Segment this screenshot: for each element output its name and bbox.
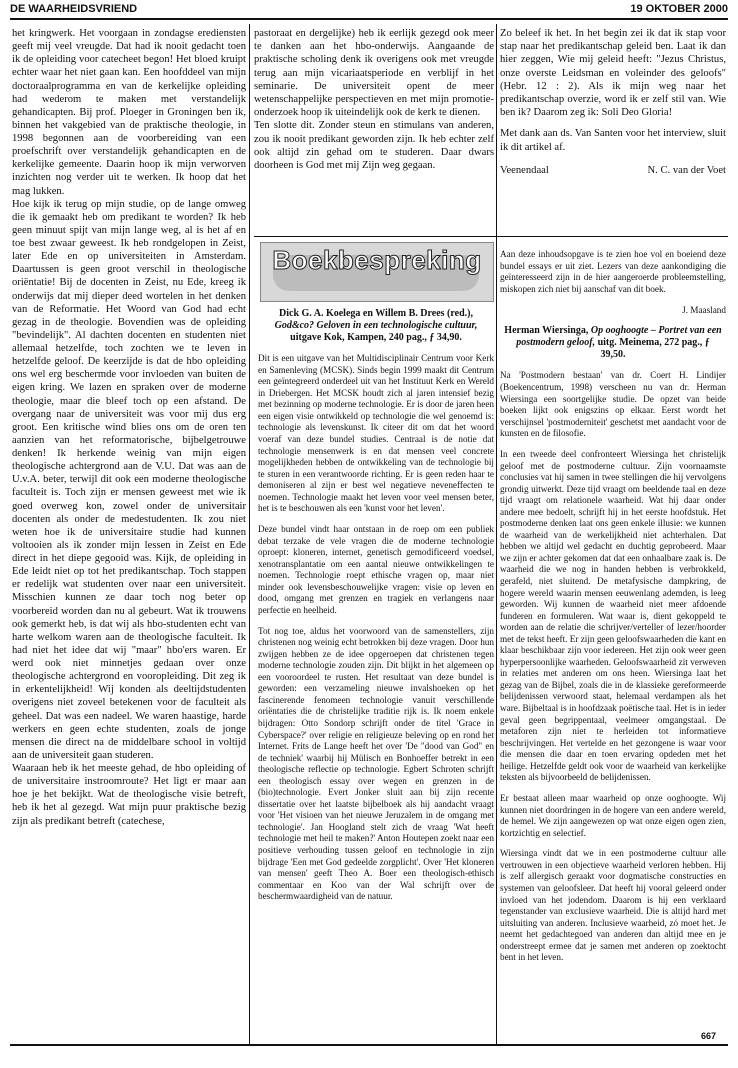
column-divider [496,24,497,1044]
article-signature [500,164,726,177]
review-book-title: Op ooghoogte – Portret van een postmodern geloof, [516,325,722,349]
review-publisher: uitg. Meinema, 272 pag., ƒ 39,50. [597,337,710,361]
review-publisher: uitgave Kok, Kampen, 240 pag., ƒ 34,90. [290,332,462,343]
review-column-2 [500,240,726,1034]
paragraph: Aan deze inhoudsopgave is te zien hoe vol en boeiend deze bundel essays er uit ziet. Lezers van deze aankondiging die geïnteresseerd zijn in de hier aangeroerde probleemstelling, miskopen zich niet bij aanschaf van dit boek. [500,249,726,294]
review-book-title: God&co? Geloven in een technologische cultuur, [274,320,478,331]
article-column-2 [254,27,494,235]
review-signature: J. Maasland [682,304,726,315]
article-column-1 [12,27,246,1040]
banner-title: Boekbespreking [272,245,482,275]
section-rule [254,236,728,237]
paragraph: pastoraat en dergelijke) heb ik eerlijk gezegd ook meer te danken aan het hbo-onderwijs. Aangaande de praktische scholing denk ik overigens ook met vreugde terug aan mijn vicariaatsperiode en verblijf in het seminarie. De universiteit opent de meer wetenschappelijke perspectieven en met mijn promotie-onderzoek hoop ik uiteindelijk ook de kerk te dienen. [254,28,494,119]
review-heading [504,325,722,361]
paragraph: Wiersinga vindt dat we in een postmoderne cultuur alle vertrouwen in een objectieve waarheid verloren hebben. Hij is zelf allergisch geraakt voor dogmatische constructies en systemen van geloofsleer. Dat heeft hij vooral geleerd onder invloed van het jodendom. Daarom is hij een verklaard tegenstander van exclusieve waarheid. Die is altijd hard met uitsluiting van anderen. Inclusieve waarheid, zó moet het. Je neemt het gedachtegoed van anderen dan altijd mee en je onderstreept ermee dat je samen met anderen op zoektocht bent in het leven. [500,848,726,963]
paragraph: Ten slotte dit. Zonder steun en stimulans van anderen, zou ik nooit predikant geworden zijn. Ik heb echter zelf ook altijd zin gehad om te studeren. Daar dwars doorheen is God met mij Zijn weg gegaan. [254,120,494,172]
review-authors: Dick G. A. Koelega en Willem B. Drees (red.), [279,308,473,319]
signature-place: Veenendaal [500,164,549,176]
footer-rule [10,1044,728,1046]
review-authors: Herman Wiersinga, [504,325,589,337]
review-column-1 [258,306,494,1034]
review-heading [262,308,490,344]
paragraph: Er bestaat alleen maar waarheid op onze ooghoogte. Wij kunnen niet doordringen in de hogere van een andere wereld, de hemel. We zijn aangewezen op wat onze eigen ogen zien, kortzichtig en selectief. [500,793,726,838]
column-divider [249,24,250,1044]
header-rule [10,18,728,20]
paragraph: Waaraan heb ik het meeste gehad, de hbo opleiding of de universitaire instroomroute? Het ligt er maar aan hoe je het bekijkt. Wat de theologische visie betreft, heb ik het al gezegd. Wat mijn puur praktische bezig zijn als predikant betreft (catechese, [12,763,246,827]
paragraph: In een tweede deel confronteert Wiersinga het christelijk geloof met de postmoderne cultuur. Zijn voornaamste conclusies vat hij samen in twee stellingen die hij vervolgens grondig uitwerkt. Deze tijd vraagt om beeldende taal en deze tijd vraagt om relationele waarheid. Wat hij daar onder andere mee bedoelt, schrijft hij in het eerste hoofdstuk. Het postmoderne denken laat ons geen enkele illusie: we kunnen de waarheid van de werkelijkheid niet achterhalen. Dat hebben we altijd wel gedacht en duchtig geprobeerd. Maar we zijn er achter gekomen dat dat een onhaalbare zaak is. De waarheid die we nog in handen hebben is verbrokkeld, gerafeld, niet sluitend. De metafysische dampkring, de hogere wereld waarin mensen eeuwenlang ademden, is leeg geworden. Wij kunnen de waarheid niet meer afdoende funderen en formuleren. Wat waar is, dient gekoppeld te worden aan de relatie die schrijver/verteller of lezer/hoorder met de tekst heeft. Er zijn geen geloofswaarheden die kant en klaar beschikbaar zijn voor iedereen. Het zijn ook weer geen hyperpersoonlijke waarheden. Geloofswaarheid zit verweven in relaties met anderen om ons heen. Wiersinga laat het gezag van de Bijbel, zoals die in de klassieke gereformeerde belijdenissen verwoord staat, helemaal verdampen als het ware. Bijbeltaal is in hoofdzaak poëtische taal. Het is in ieder geval geen begrippentaal, veelmeer omgangstaal. De metaforen zijn niet te herleiden tot informatieve beschrijvingen. Het vertelde en het gezongene is waar voor die mensen die daar en toen ervaring opdeden met het heilige. Hetzelfde geldt ook voor de waarheid van kerkelijke teksten als bijvoorbeeld de belijdenissen. [500,448,726,783]
paragraph: het kringwerk. Het voorgaan in zondagse erediensten geeft mij veel vreugde. Dat had ik nooit gedacht toen ik de opleiding voor catecheet begon! Het bloed kruipt echter waar het niet gaan kan. Een hoofddeel van mijn doctoraalprogramma en van de kerkelijke opleiding had wederom te maken met verstandelijk gehandicapten. Bij prof. Ploeger in Groningen ben ik, binnen het vakgebied van de praktische theologie, in 1998 begonnen aan de voorbereiding van een proefschrift over verstandelijk gehandicapten en de kerkelijke gemeente. Daarin hoop ik mijn verworven inzichten nog verder uit te werken. Ik hoop dat het mag lukken. [12,28,246,197]
paragraph: Hoe kijk ik terug op mijn studie, op de lange omweg die ik gemaakt heb om predikant te worden? Ik heb geen minuut spijt van mijn lange weg, al is het af en toe best zwaar geweest. Ik heb rondgelopen in Zeist, later Ede en op universiteiten in Amsterdam. Daartussen is geen groot verschil in theologische oriëntatie! Bij de docenten in Zeist, nu Ede, kreeg ik onderwijs dat mij dieper deed wortelen in het denken van de Reformatie. Het Woord van God had echt gezag in de theologie. Bovendien was de opleiding "bevindelijk". Al dachten docenten en studenten niet allemaal hetzelfde, toch zochten we te leven in hetzelfde geloof. De keerzijde is dat de hbo opleiding ons wel erg beschermde voor invloeden van buiten de eigen kring. We lazen en spraken over de moderne theologie, maar die bleef toch op een afstand. De overgang naar de universiteit was voor mij dus erg groot. Een kritische wind blies ons om de oren ten aanzien van het reformatorische, bijbelgetrouwe denken! Ik herkende weinig van mijn eigen theologische achtergrond aan de V.U. Dat was aan de U.v.A. beter, terwijl dit ook een moderne theologische faculteit is. Toch zijn er mensen geweest met wie ik goed overweg kon, zowel onder de universitair docenten als onder de medestudenten. Ik zou niet weten hoe ik de universitaire studie had kunnen voltooien als ik zonder mijn lessen in Zeist en Ede direct in het diepe gegooid was. Kijk, de opleiding in Ede leidt niet op tot het predikantschap. Toch stappen er redelijk wat studenten over naar een universiteit. Misschien kunnen ze daar toch nog beter op voorbereid worden dan nu al gebeurt. Wat ik trouwens ook gemerkt heb, is dat wij als hbo-studenten echt van harte welkom waren aan de theologische faculteit. Ik had niet het idee dat wij "maar" hbo'ers waren. Er werd ook niet minnetjes gedaan over onze theologische achtergrond en vooropleiding. Dit zeg ik in erkentelijkheid! Wij konden als deeltijdstudenten overigens niet zoveel betekenen voor de faculteit als geheel. Dat was een nadeel. We waren haastige, harde werkers en geen echte studenten, zoals de jonge mensen die direct na de middelbare school in voltijd aan de universiteit gaan studeren. [12,198,246,761]
paragraph: Zo beleef ik het. In het begin zei ik dat ik stap voor stap naar het predikantschap geleid ben. Laat ik dan hier zeggen, Wie mij geleid heeft: "Jezus Christus, onze overste Leidsman en voleinder des geloofs" (Hebr. 12 : 2). Als ik mijn weg naar het predikantschap overzie, word ik er zelf stil van. Wie ben ik? Daarom zeg ik: Soli Deo Gloria! [500,28,726,119]
section-banner [260,242,494,302]
paragraph: Met dank aan ds. Van Santen voor het interview, sluit ik dit artikel af. [500,128,726,153]
page-number: 667 [700,1031,716,1041]
paragraph: Deze bundel vindt haar ontstaan in de roep om een publiek debat terzake de vele vragen die de moderne technologie oproept: kloneren, internet, genetisch gemodificeerd voedsel, xenotransplantatie om een aantal nieuwe ontwikkelingen te noemen. Technologie roept ethische vragen op, maar niet minder ook levensbeschouwelijke vragen: visie op leven en dood, omgang met grenzen en tragiek en verlangens naar perfectie en heelheid. [258,524,494,615]
paragraph: Tot nog toe, aldus het voorwoord van de samenstellers, zijn christenen nog weinig echt betrokken bij deze vragen. Door hun zwijgen hebben ze de idee opgeroepen dat christenen tegen moderne technologie zouden zijn. Dit blijkt in het algemeen op een vooroordeel te rusten. Het resultaat van deze bundel is geworden: een verzameling nieuwe invalshoeken op het fascinerende fenomeen technologie vanuit verschillende oriëntaties die de christelijke traditie rijk is. Ik noem enkele bijdragen: Otto Sondorp schrijft onder de titel 'Grace in Cyberspace?' over religie en religieuze beleving op en rond het Internet. Frits de Lange heeft het over 'De "dood van God" en de techniek' waarbij hij Mülisch en Bonhoeffer betrekt in een theologische reflectie op technologie. Egbert Schroten schrijft een theologisch essay over wegen en grenzen in de (bio)technologie. Evert Jonker sluit aan bij zijn recente dissertatie over het laatste bijbelboek als hij aandacht vraagt voor 'Het visioen van het nieuwe Jeruzalem in de omgang met technologie'. Jan Hoogland stelt zich de vraag 'Wat heeft technologie met heil te maken?' Anton Houtepen zoekt naar een positieve verhouding tussen geloof en technologie in zijn bijdrage 'Een met God gedeelde zorgplicht'. Over 'Het kloneren van mensen' geeft Theo A. Boer een theologisch-ethisch commentaar en Koo van der Wal schrijft over de beschermwaardigheid van de natuur. [258,625,494,902]
article-column-3 [500,27,726,235]
publication-title: DE WAARHEIDSVRIEND [10,3,138,15]
signature-name: N. C. van der Voet [647,164,726,176]
paragraph: Dit is een uitgave van het Multidisciplinair Centrum voor Kerk en Samenleving (MCSK). Sinds begin 1999 maakt dit Centrum een geïntegreerd onderdeel uit van het Instituut Kerk en Wereld in Driebergen. Het MCSK houdt zich al jaren intensief bezig met bezinning op moderne technologie. Er is door de jaren heen een eigen visie ontwikkeld op technologie die wel genoemd is: technologie als levenskunst. Ik citeer dit om dat het woord voeraf van deze bundel studies. Centraal is de notie dat technologie mensenwerk is en dat mensen veel concrete mogelijkheden hebben de ontwikkeling van de technologie bij te sturen in een verantwoorde richting. Er is geen reden haar te demoniseren al zijn er best wel negatieve neveneffecten te noemen. Technologie maakt het leven voor veel mensen beter, het is te beschouwen als een 'kunst voor het leven'. [258,353,494,514]
issue-date: 19 OKTOBER 2000 [630,3,728,15]
paragraph: Na 'Postmodern bestaan' van dr. Coert H. Lindijer (Boekencentrum, 1998) verscheen nu van dr. Herman Wiersinga een soortgelijke studie. De opzet van beide boeken lijkt ook enigszins op elkaar. Eerst wordt het verschijnsel 'postmoderniteit' geschetst met aandacht voor de kunsten en de filosofie. [500,370,726,439]
page-header [10,3,728,17]
